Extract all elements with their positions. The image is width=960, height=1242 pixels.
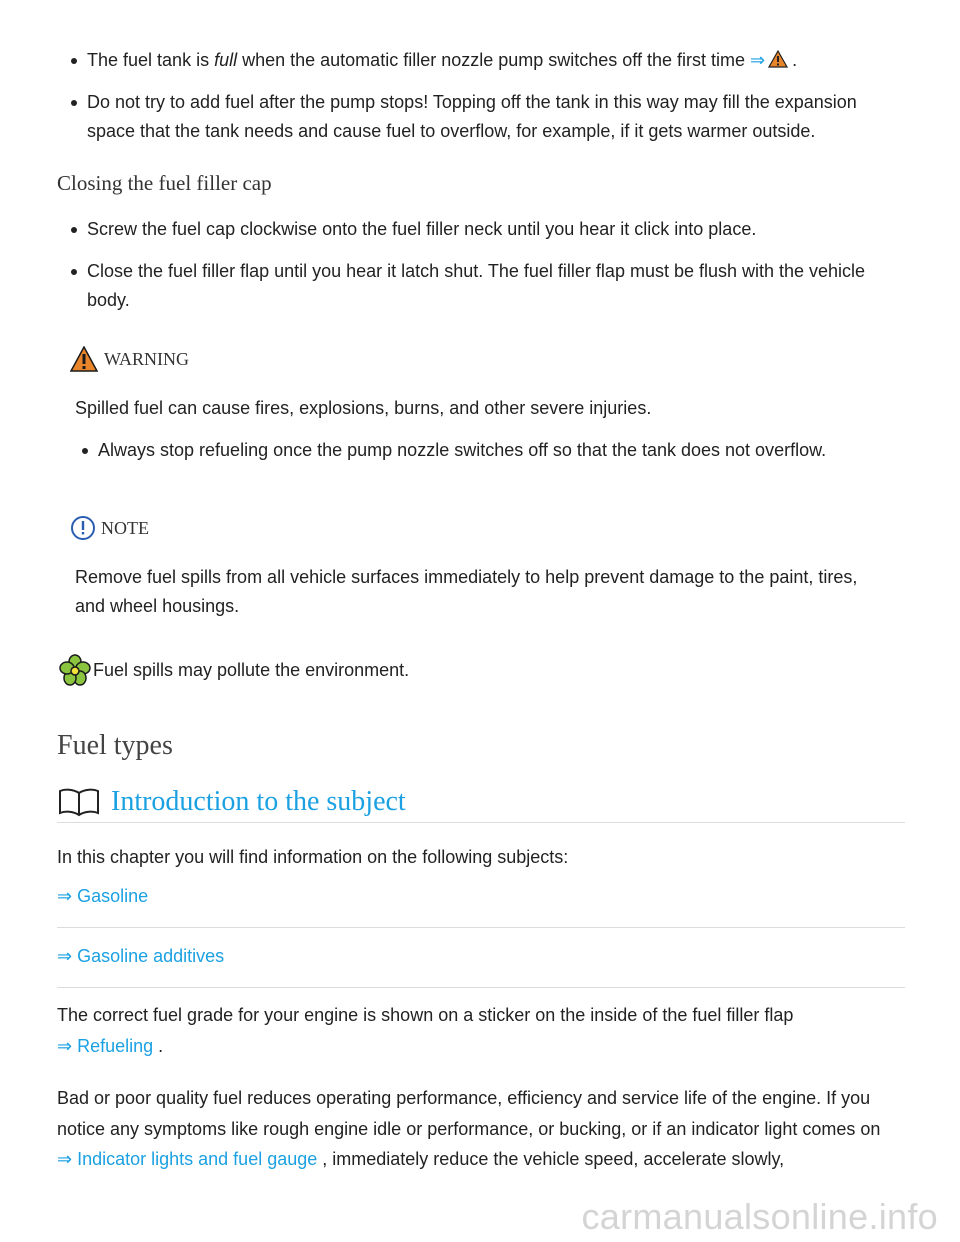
warning-box <box>70 346 910 465</box>
warning-bullets <box>98 436 910 465</box>
list-item: Close the fuel filler flap until you hear it latch shut. The fuel filler flap must be flush with the vehicle body. <box>87 257 907 315</box>
environment-note <box>59 654 409 686</box>
list-item: Always stop refueling once the pump nozzle switches off so that the tank does not overflow. <box>98 436 910 465</box>
exclamation-circle-icon <box>70 515 96 541</box>
section-heading-closing: Closing the fuel filler cap <box>57 171 272 195</box>
warning-icon <box>70 346 98 372</box>
refueling-bullets <box>87 46 907 146</box>
note-title: NOTE <box>101 517 149 538</box>
closing-steps <box>87 215 907 315</box>
warning-title: WARNING <box>104 348 189 369</box>
heading-divider <box>57 822 905 823</box>
flower-icon <box>59 654 91 686</box>
book-icon <box>57 787 101 817</box>
link-divider <box>57 987 905 988</box>
list-item: The fuel tank is full when the automatic filler nozzle pump switches off the first time ⇒ . <box>87 46 907 75</box>
intro-heading-row <box>57 786 406 818</box>
link-indicator-lights[interactable]: ⇒ Indicator lights and fuel gauge <box>57 1149 318 1169</box>
warning-triangle-icon[interactable] <box>768 50 788 68</box>
intro-heading: Introduction to the subject <box>111 786 406 817</box>
link-gasoline[interactable]: ⇒ Gasoline <box>57 886 149 906</box>
warning-text: Spilled fuel can cause fires, explosions, burns, and other severe injuries. <box>75 398 652 418</box>
note-text: Remove fuel spills from all vehicle surfaces immediately to help prevent damage to the paint, tires, and wheel housings. <box>75 567 858 616</box>
bad-fuel-text: Bad or poor quality fuel reduces operating performance, efficiency and service life of the engine. If you notice any symptoms like rough engine idle or performance, or bucking, or if an indicator light comes on ⇒ Indicator lights and fuel gauge , immediately reduce the vehicle speed, accelerate slowly, <box>57 1088 881 1169</box>
warning-link[interactable]: ⇒ <box>750 50 766 70</box>
section-title-fuel-types: Fuel types <box>57 730 173 761</box>
link-gasoline-additives[interactable]: ⇒ Gasoline additives <box>57 946 225 966</box>
list-item: Screw the fuel cap clockwise onto the fuel filler neck until you hear it click into place. <box>87 215 907 244</box>
link-refueling[interactable]: ⇒ Refueling <box>57 1036 154 1056</box>
intro-text: In this chapter you will find information on the following subjects: <box>57 847 569 867</box>
watermark: carmanualsonline.info <box>581 1196 938 1237</box>
link-divider <box>57 927 905 928</box>
environment-text: Fuel spills may pollute the environment. <box>93 659 410 680</box>
fuel-grade-text: The correct fuel grade for your engine is shown on a sticker on the inside of the fuel filler flap ⇒ Refueling . <box>57 1005 794 1056</box>
list-item: Do not try to add fuel after the pump stops! Topping off the tank in this way may fill the expansion space that the tank needs and cause fuel to overflow, for example, if it gets warmer outside. <box>87 88 907 146</box>
note-box <box>70 515 870 621</box>
